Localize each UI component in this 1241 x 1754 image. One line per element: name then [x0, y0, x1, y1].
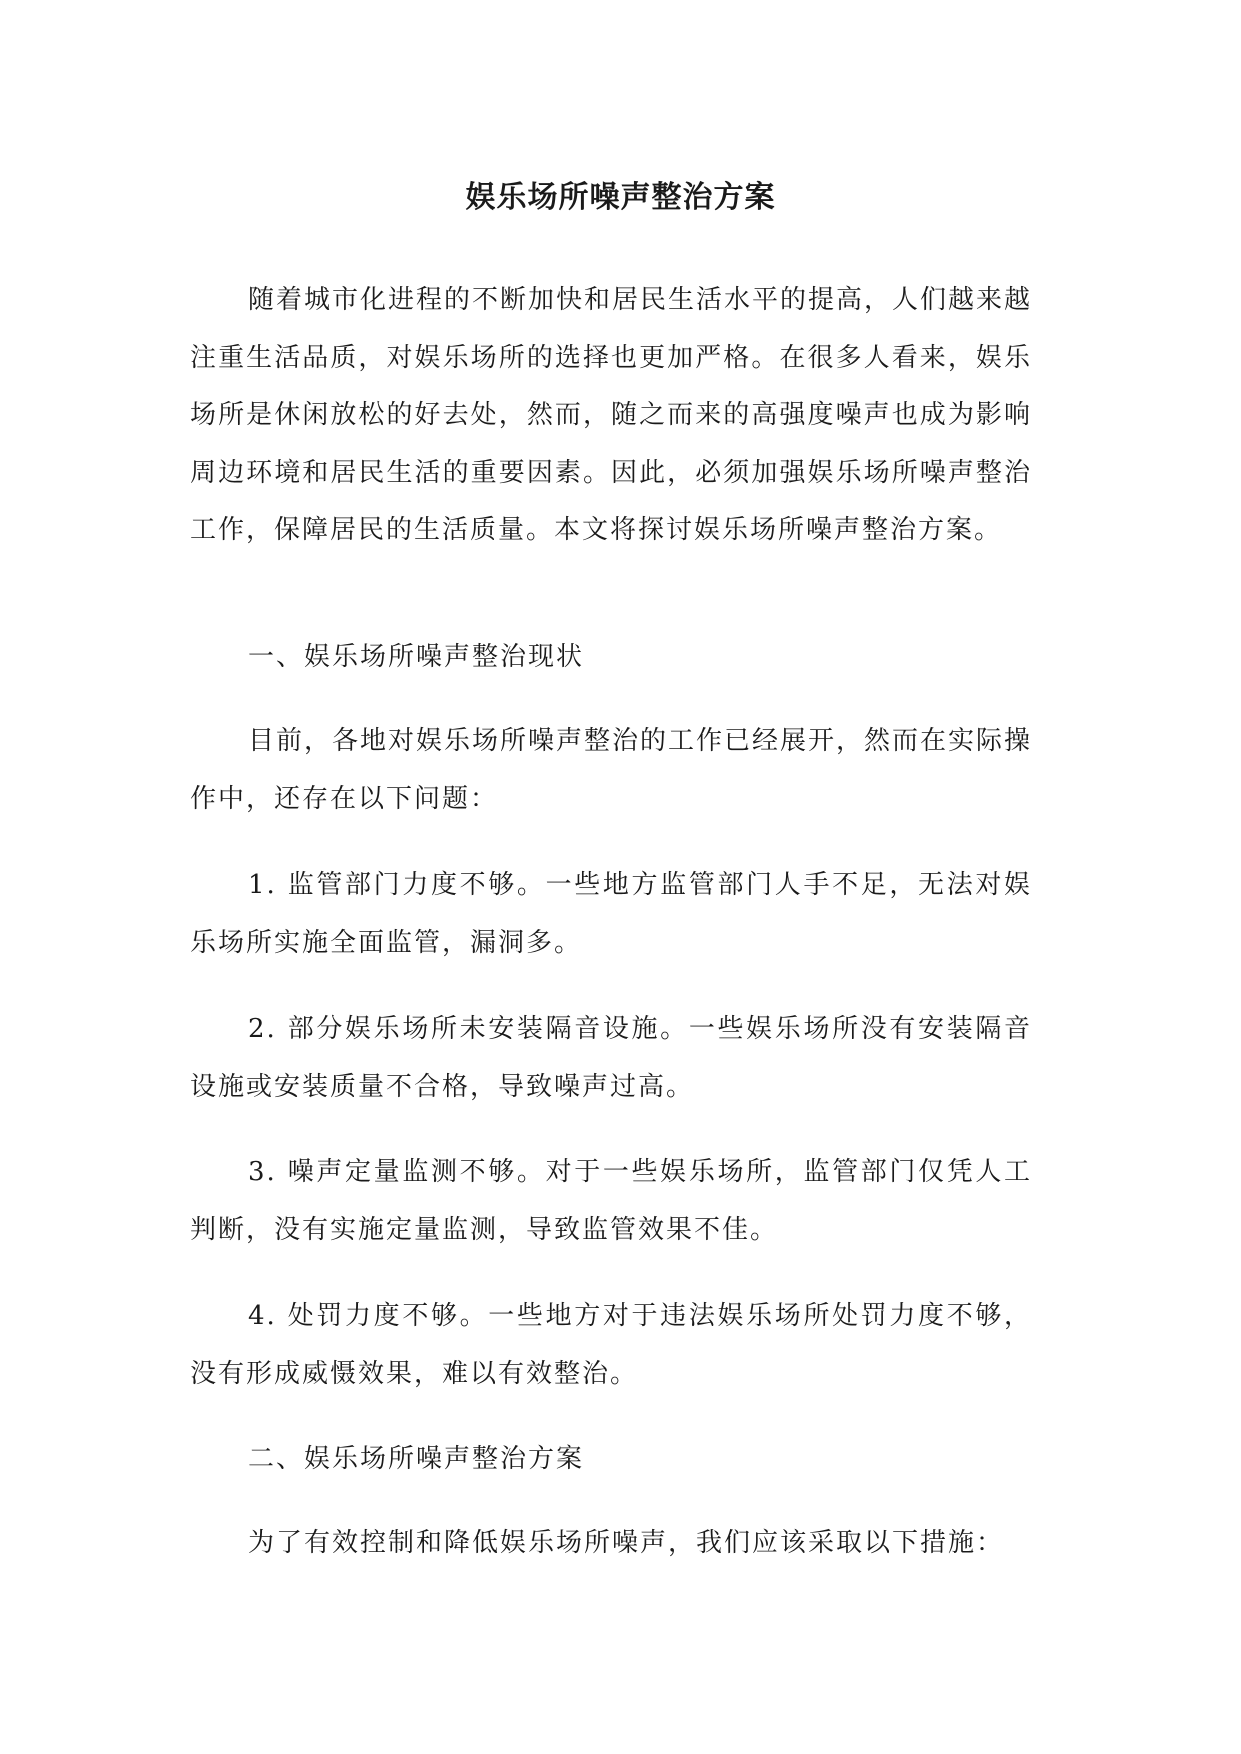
document-title: 娱乐场所噪声整治方案: [465, 180, 776, 215]
problem-item-1: 1. 监管部门力度不够。一些地方监管部门人手不足，无法对娱乐场所实施全面监管，漏洞多。: [190, 870, 1032, 958]
measures-paragraph: 为了有效控制和降低娱乐场所噪声，我们应该采取以下措施：: [248, 1528, 1005, 1558]
intro-paragraph: 随着城市化进程的不断加快和居民生活水平的提高，人们越来越注重生活品质，对娱乐场所的选择也更加严格。在很多人看来，娱乐场所是休闲放松的好去处，然而，随之而来的高强度噪声也成为影响周边环境和居民生活的重要因素。因此，必须加强娱乐场所噪声整治工作，保障居民的生活质量。本文将探讨娱乐场所噪声整治方案。: [190, 285, 1033, 545]
problem-item-4: 4. 处罚力度不够。一些地方对于违法娱乐场所处罚力度不够，没有形成威慑效果，难以有效整治。: [190, 1301, 1032, 1389]
section-heading-status: 一、娱乐场所噪声整治现状: [248, 642, 585, 672]
problem-item-2: 2. 部分娱乐场所未安装隔音设施。一些娱乐场所没有安装隔音设施或安装质量不合格，导致噪声过高。: [190, 1014, 1032, 1102]
section-heading-plan: 二、娱乐场所噪声整治方案: [248, 1444, 585, 1474]
problem-item-3: 3. 噪声定量监测不够。对于一些娱乐场所，监管部门仅凭人工判断，没有实施定量监测，导致监管效果不佳。: [190, 1157, 1032, 1245]
status-paragraph: 目前，各地对娱乐场所噪声整治的工作已经展开，然而在实际操作中，还存在以下问题：: [190, 726, 1033, 814]
